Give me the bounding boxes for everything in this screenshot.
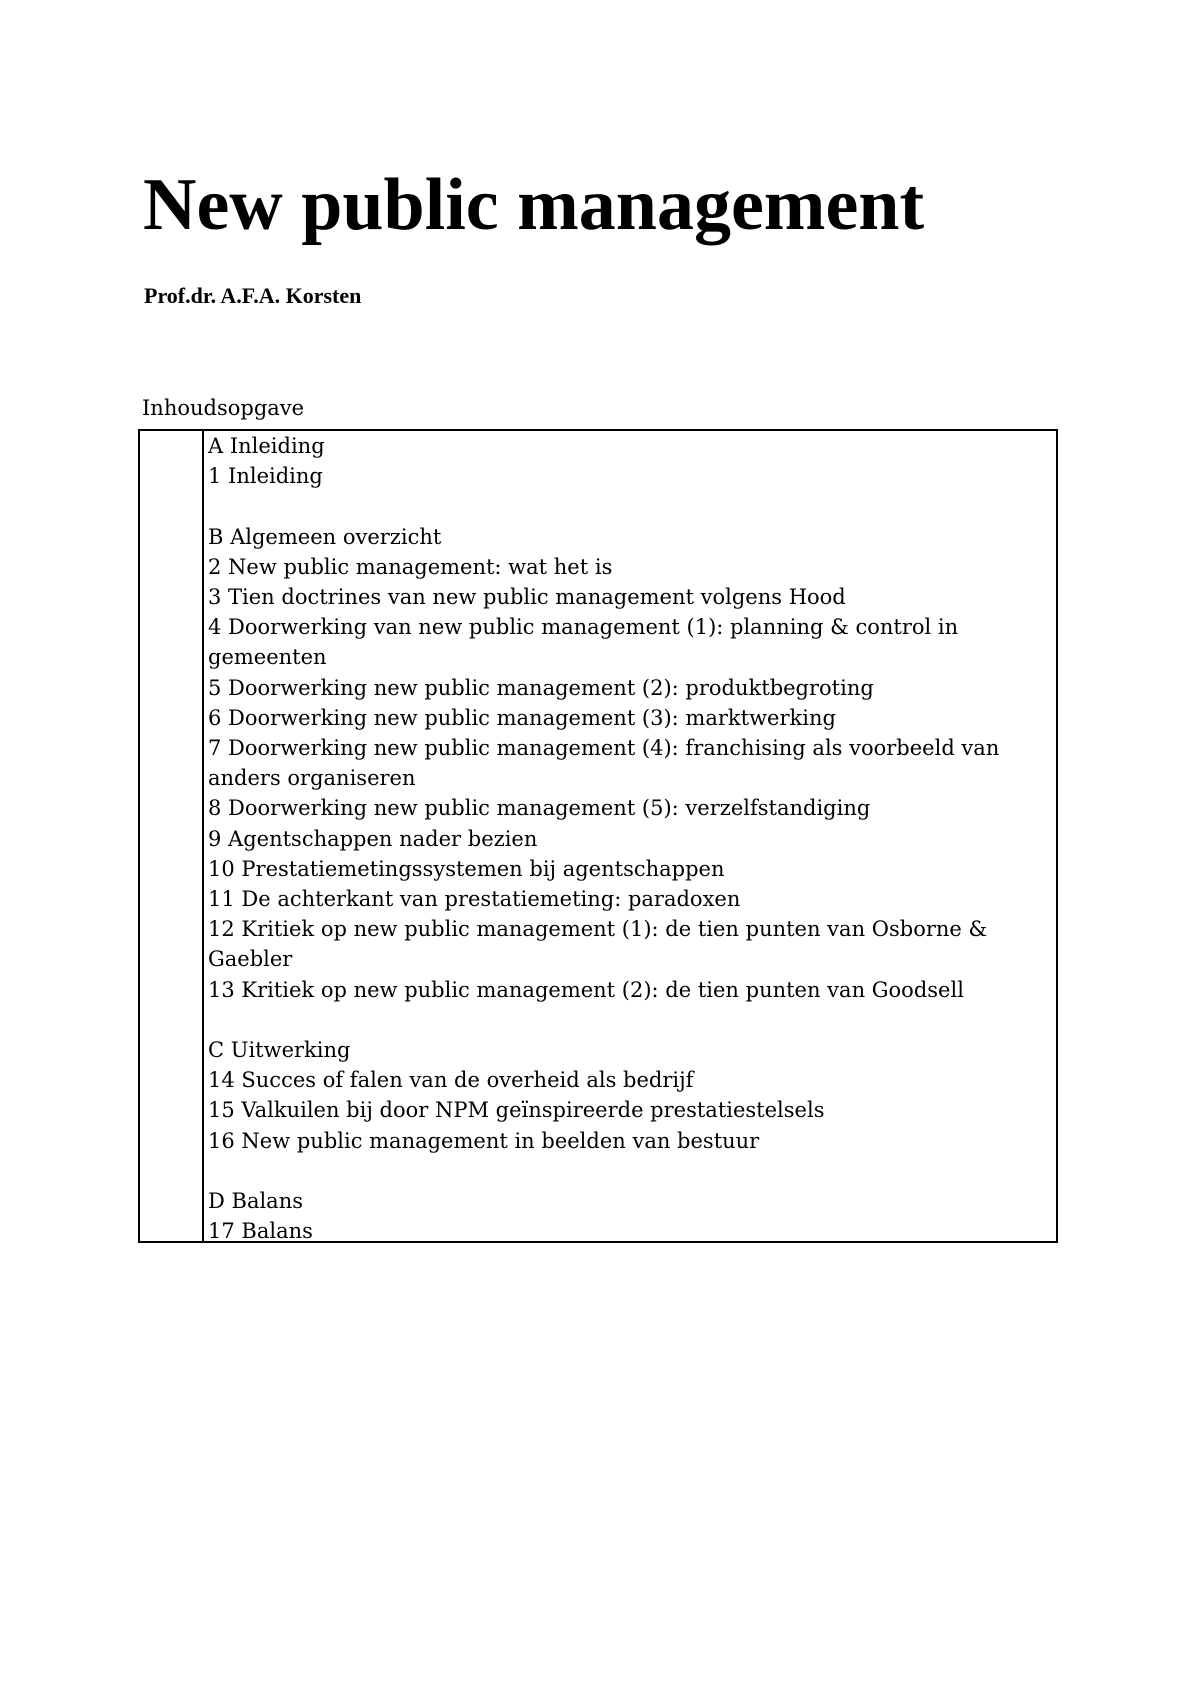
toc-section-heading: D Balans <box>208 1189 304 1214</box>
toc-entry: 14 Succes of falen van de overheid als bedrijf <box>208 1068 694 1093</box>
document-title: New public management <box>143 164 925 246</box>
toc-entry: 10 Prestatiemetingssystemen bij agentschappen <box>208 856 725 881</box>
toc-section-heading: B Algemeen overzicht <box>208 524 442 549</box>
toc-entry: 8 Doorwerking new public management (5): verzelfstandiging <box>208 796 871 821</box>
toc-entry: 16 New public management in beelden van bestuur <box>208 1128 760 1153</box>
toc-entry: 17 Balans <box>208 1219 313 1244</box>
toc-entry: 7 Doorwerking new public management (4): franchising als voorbeeld van anders organiseren <box>208 736 1000 791</box>
author-name: Prof.dr. A.F.A. Korsten <box>144 283 362 308</box>
toc-table <box>138 429 1058 1243</box>
toc-entry: 13 Kritiek op new public management (2): de tien punten van Goodsell <box>208 977 964 1002</box>
toc-section-heading: C Uitwerking <box>208 1038 351 1063</box>
toc-entry: 3 Tien doctrines van new public management volgens Hood <box>208 585 846 609</box>
toc-entry: 1 Inleiding <box>208 464 323 489</box>
toc-entry: 6 Doorwerking new public management (3): marktwerking <box>208 705 836 730</box>
toc-entry: 4 Doorwerking van new public management (1): planning & control in gemeenten <box>208 615 959 670</box>
toc-entry: 12 Kritiek op new public management (1): de tien punten van Osborne & Gaebler <box>208 917 988 972</box>
toc-gutter-column <box>140 431 204 1241</box>
toc-section-heading: A Inleiding <box>208 434 325 458</box>
toc-entry: 5 Doorwerking new public management (2): produktbegroting <box>208 675 874 700</box>
toc-entry: 11 De achterkant van prestatiemeting: paradoxen <box>208 887 741 912</box>
toc-entry: 15 Valkuilen bij door NPM geïnspireerde prestatiestelsels <box>208 1098 825 1123</box>
toc-entry: 2 New public management: wat het is <box>208 554 613 579</box>
toc-list <box>208 431 1046 1246</box>
toc-heading: Inhoudsopgave <box>142 396 305 420</box>
toc-entry: 9 Agentschappen nader bezien <box>208 826 538 851</box>
